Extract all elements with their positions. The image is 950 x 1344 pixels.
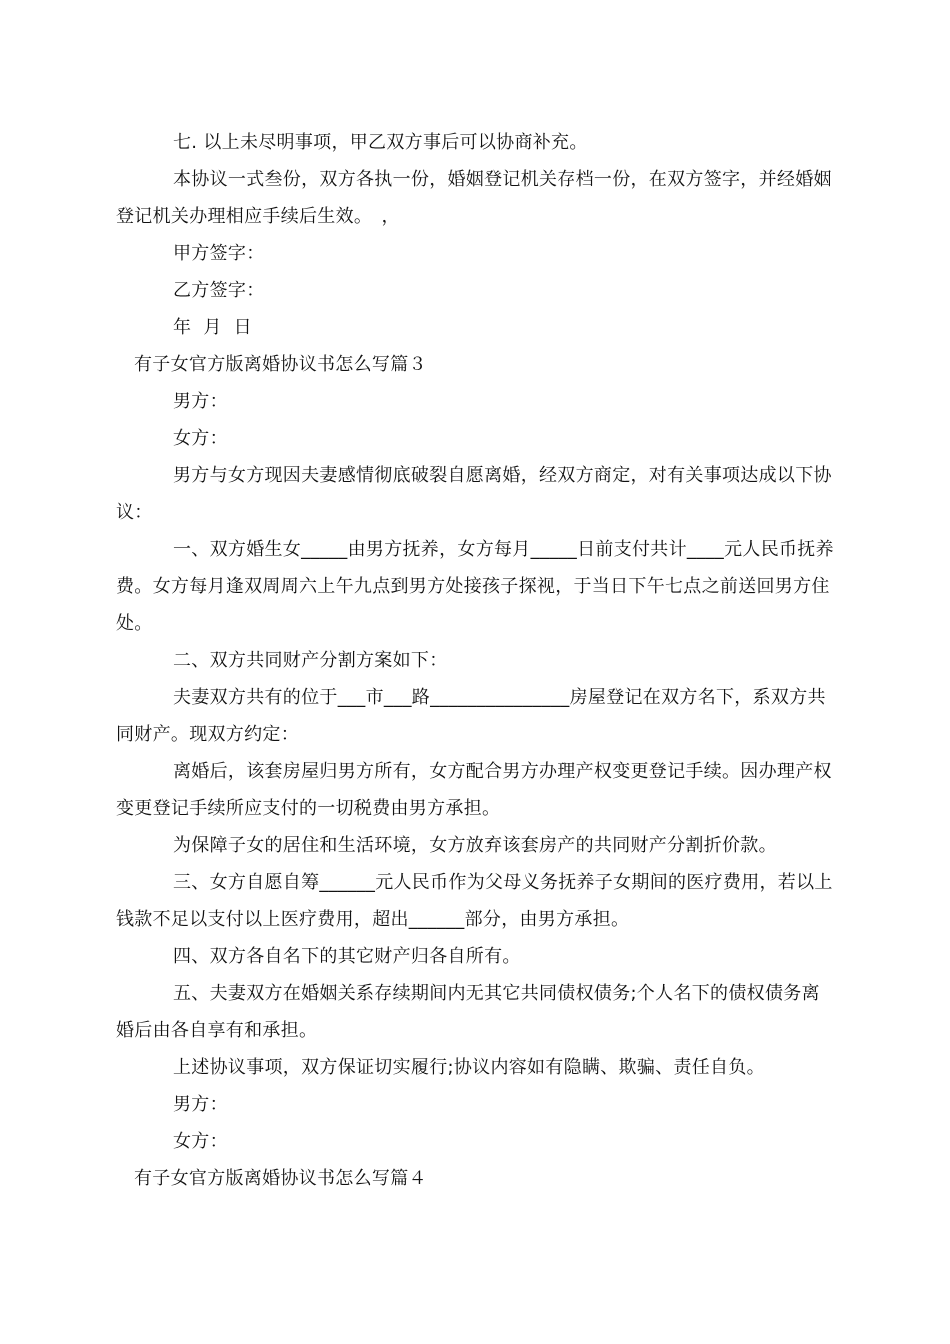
section-heading-3: 有子女官方版离婚协议书怎么写篇３ bbox=[134, 354, 427, 375]
clause-four: 四、双方各自名下的其它财产归各自所有。 bbox=[173, 946, 521, 967]
clause-five: 五、夫妻双方在婚姻关系存续期间内无其它共同债权债务;个人名下的债权债务离婚后由各自享有和承担。 bbox=[116, 983, 820, 1041]
clause-one: 一、双方婚生女_____由男方抚养，女方每月_____日前支付共计____元人民币抚养费。女方每月逢双周周六上午九点到男方处接孩子探视，于当日下午七点之前送回男方住处。 bbox=[116, 539, 834, 634]
husband-line: 男方： bbox=[173, 391, 228, 412]
party-b-signature: 乙方签字： bbox=[173, 280, 265, 301]
property-description: 夫妻双方共有的位于___市___路_______________房屋登记在双方名下，系双方共同财产。现双方约定： bbox=[116, 687, 826, 745]
preamble: 男方与女方现因夫妻感情彻底破裂自愿离婚，经双方商定，对有关事项达成以下协议： bbox=[116, 465, 832, 523]
wife-line: 女方： bbox=[173, 428, 228, 449]
copies-clause: 本协议一式叁份，双方各执一份，婚姻登记机关存档一份，在双方签字，并经婚姻登记机关办理相应手续后生效。 ， bbox=[116, 169, 832, 227]
property-after-divorce: 离婚后，该套房屋归男方所有，女方配合男方办理产权变更登记手续。因办理产权变更登记手续所应支付的一切税费由男方承担。 bbox=[116, 761, 832, 819]
guarantee-clause: 上述协议事项，双方保证切实履行;协议内容如有隐瞒、欺骗、责任自负。 bbox=[173, 1057, 765, 1078]
clause-two: 二、双方共同财产分割方案如下： bbox=[173, 650, 448, 671]
clause-three: 三、女方自愿自筹______元人民币作为父母义务抚养子女期间的医疗费用，若以上钱款不足以支付以上医疗费用，超出______部分，由男方承担。 bbox=[116, 872, 833, 930]
clause-seven: 七. 以上未尽明事项，甲乙双方事后可以协商补充。 bbox=[173, 132, 588, 153]
property-waiver: 为保障子女的居住和生活环境，女方放弃该套房产的共同财产分割折价款。 bbox=[173, 835, 777, 856]
document-body bbox=[116, 124, 836, 1197]
date-line: 年 月 日 bbox=[173, 317, 252, 338]
section-heading-4: 有子女官方版离婚协议书怎么写篇４ bbox=[134, 1168, 427, 1189]
party-a-signature: 甲方签字： bbox=[173, 243, 265, 264]
wife-signature-line: 女方： bbox=[173, 1131, 228, 1152]
husband-signature-line: 男方： bbox=[173, 1094, 228, 1115]
